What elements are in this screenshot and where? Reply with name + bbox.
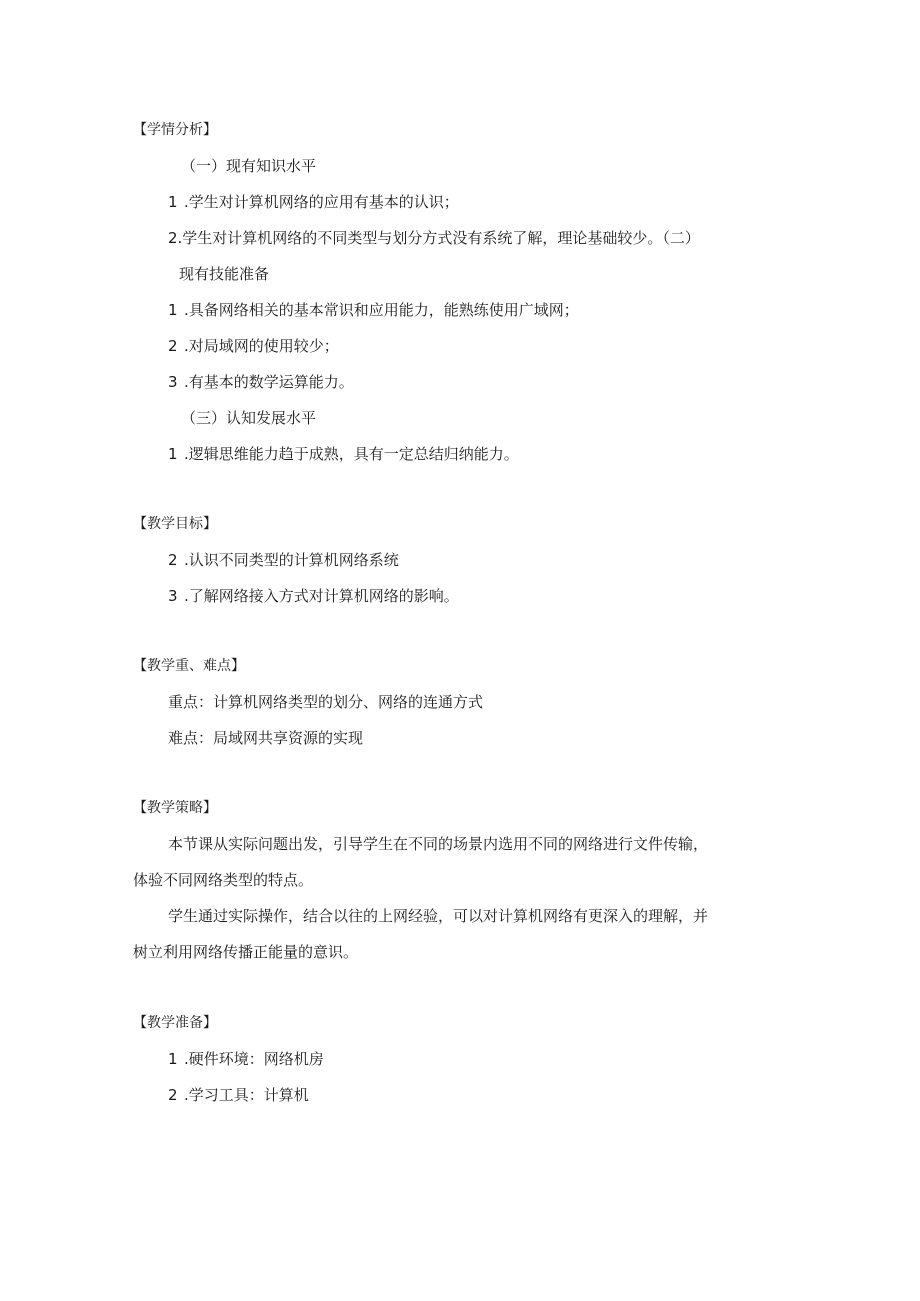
list-item-number: 3 [168, 373, 178, 391]
list-item [168, 1049, 324, 1069]
subheading-knowledge-level: （一）现有知识水平 [181, 157, 317, 175]
subheading-skill-preparation: 现有技能准备 [179, 265, 270, 283]
key-point-text: 重点：计算机网络类型的划分、网络的连通方式 [168, 693, 484, 711]
list-item-number: 2 [168, 551, 178, 569]
list-item-text: .对局域网的使用较少； [184, 337, 339, 355]
paragraph-line: 本节课从实际问题出发，引导学生在不同的场景内选用不同的网络进行文件传输， [168, 835, 709, 853]
list-item: 2.学生对计算机网络的不同类型与划分方式没有系统了解，理论基础较少。（二） [168, 229, 700, 247]
subheading-cognitive-level: （三）认知发展水平 [181, 409, 317, 427]
section-heading-teaching-objectives: 【教学目标】 [133, 516, 217, 532]
paragraph-line: 树立利用网络传播正能量的意识。 [133, 943, 359, 961]
list-item [168, 444, 519, 464]
paragraph-line: 体验不同网络类型的特点。 [133, 871, 314, 889]
paragraph-line: 学生通过实际操作，结合以往的上网经验，可以对计算机网络有更深入的理解，并 [168, 907, 709, 925]
section-heading-key-difficult-points: 【教学重、难点】 [133, 658, 245, 674]
difficult-point-text: 难点：局域网共享资源的实现 [168, 729, 364, 747]
list-item-text: .硬件环境：网络机房 [184, 1050, 324, 1068]
list-item [168, 1085, 309, 1105]
section-heading-learning-analysis: 【学情分析】 [133, 122, 217, 138]
list-item-number: 2 [168, 337, 178, 355]
list-item-text: .具备网络相关的基本常识和应用能力，能熟练使用广域网； [184, 301, 579, 319]
list-item-text: .了解网络接入方式对计算机网络的影响。 [184, 587, 459, 605]
list-item-number: 1 [168, 445, 178, 463]
list-item [168, 372, 354, 392]
list-item-text: .学生对计算机网络的应用有基本的认识； [184, 193, 459, 211]
list-item-number: 3 [168, 587, 178, 605]
section-heading-teaching-strategy: 【教学策略】 [133, 800, 217, 816]
list-item-number: 1 [168, 301, 178, 319]
list-item-text: .认识不同类型的计算机网络系统 [184, 551, 399, 569]
list-item [168, 586, 459, 606]
list-item [168, 192, 459, 212]
list-item-number: 1 [168, 193, 178, 211]
list-item [168, 336, 339, 356]
section-heading-teaching-preparation: 【教学准备】 [133, 1015, 217, 1031]
list-item-text: .有基本的数学运算能力。 [184, 373, 354, 391]
list-item-number: 1 [168, 1050, 178, 1068]
list-item-text: .逻辑思维能力趋于成熟，具有一定总结归纳能力。 [184, 445, 519, 463]
list-item-number: 2 [168, 1086, 178, 1104]
list-item-text: .学习工具：计算机 [184, 1086, 309, 1104]
list-item [168, 300, 579, 320]
list-item [168, 550, 399, 570]
